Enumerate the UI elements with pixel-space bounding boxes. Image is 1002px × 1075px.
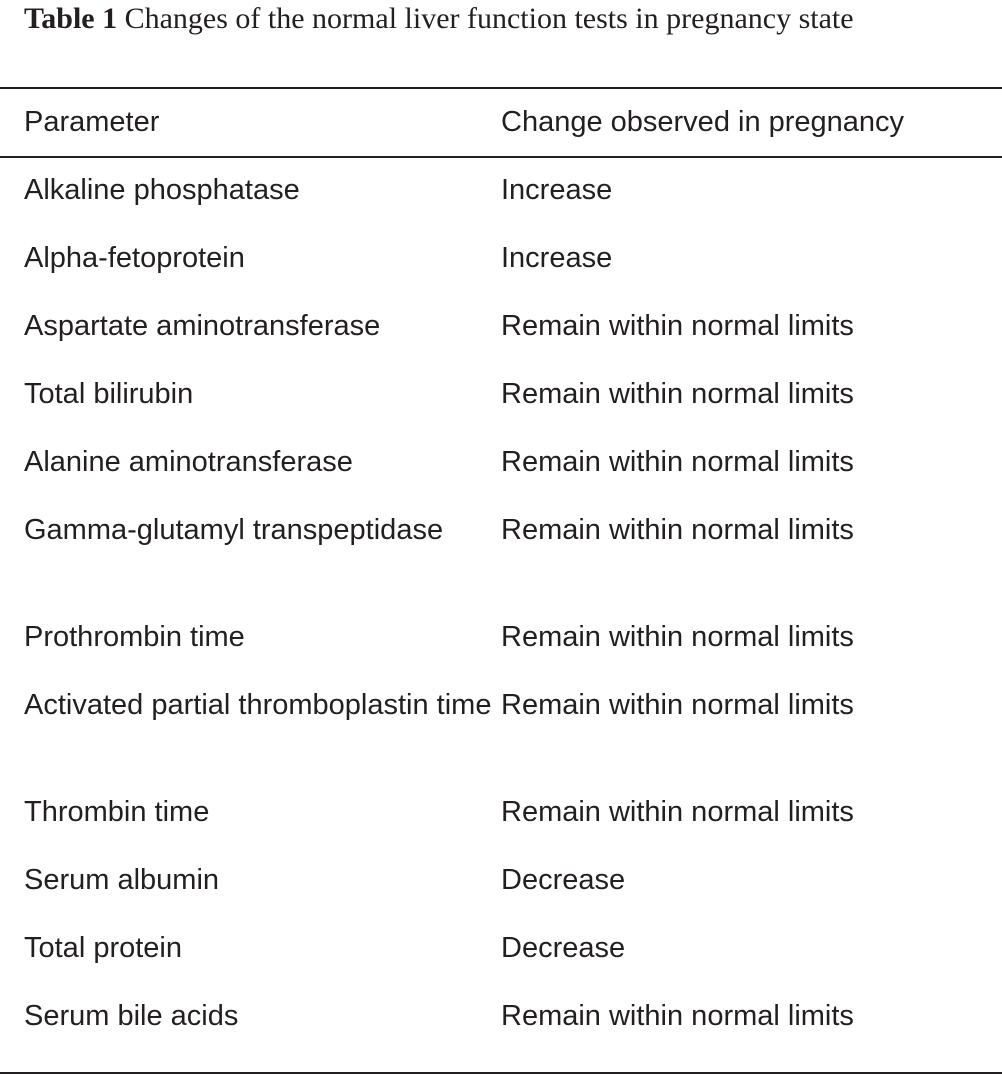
row-change: Remain within normal limits xyxy=(501,446,854,478)
table-caption xyxy=(24,0,974,37)
row-change: Remain within normal limits xyxy=(501,1000,854,1032)
bottom-rule xyxy=(0,1072,1002,1074)
row-change: Increase xyxy=(501,174,613,206)
table-row xyxy=(0,605,1002,673)
header-change: Change observed in pregnancy xyxy=(501,106,905,138)
row-parameter xyxy=(0,498,501,605)
row-parameter: Alanine aminotransferase xyxy=(24,446,353,478)
table-row xyxy=(0,780,1002,848)
table-title: Changes of the normal liver function tests in pregnancy state xyxy=(124,2,854,35)
row-change: Remain within normal limits xyxy=(501,514,854,546)
table-row xyxy=(0,848,1002,916)
row-change: Remain within normal limits xyxy=(501,310,854,342)
row-parameter: Thrombin time xyxy=(24,796,210,828)
table-row xyxy=(0,984,1002,1052)
row-parameter-text: Activated partial thromboplastin time xyxy=(24,689,492,721)
row-change: Increase xyxy=(501,242,613,274)
row-parameter: Prothrombin time xyxy=(24,621,245,653)
row-parameter: Total protein xyxy=(24,932,182,964)
row-parameter: Total bilirubin xyxy=(24,378,194,410)
table-header xyxy=(0,89,1002,156)
row-parameter: Serum albumin xyxy=(24,864,220,896)
table-row xyxy=(0,226,1002,294)
row-change: Decrease xyxy=(501,864,626,896)
table-row xyxy=(0,916,1002,984)
table-row xyxy=(0,158,1002,226)
row-parameter xyxy=(0,673,501,780)
row-parameter-text: Gamma-glutamyl transpeptidase xyxy=(24,514,444,546)
table-body xyxy=(0,158,1002,1052)
row-parameter: Aspartate aminotransferase xyxy=(24,310,381,342)
table-row xyxy=(0,362,1002,430)
header-parameter: Parameter xyxy=(24,106,160,138)
table-row xyxy=(0,430,1002,498)
row-change: Decrease xyxy=(501,932,626,964)
row-change: Remain within normal limits xyxy=(501,796,854,828)
row-parameter: Serum bile acids xyxy=(24,1000,239,1032)
row-change: Remain within normal limits xyxy=(501,689,854,721)
table-label: Table 1 xyxy=(24,2,118,35)
table-row xyxy=(0,498,1002,605)
table-row xyxy=(0,294,1002,362)
row-parameter: Alkaline phosphatase xyxy=(24,174,300,206)
row-parameter: Alpha-fetoprotein xyxy=(24,242,245,274)
row-change: Remain within normal limits xyxy=(501,621,854,653)
row-change: Remain within normal limits xyxy=(501,378,854,410)
header-row xyxy=(0,89,1002,156)
table-row xyxy=(0,673,1002,780)
